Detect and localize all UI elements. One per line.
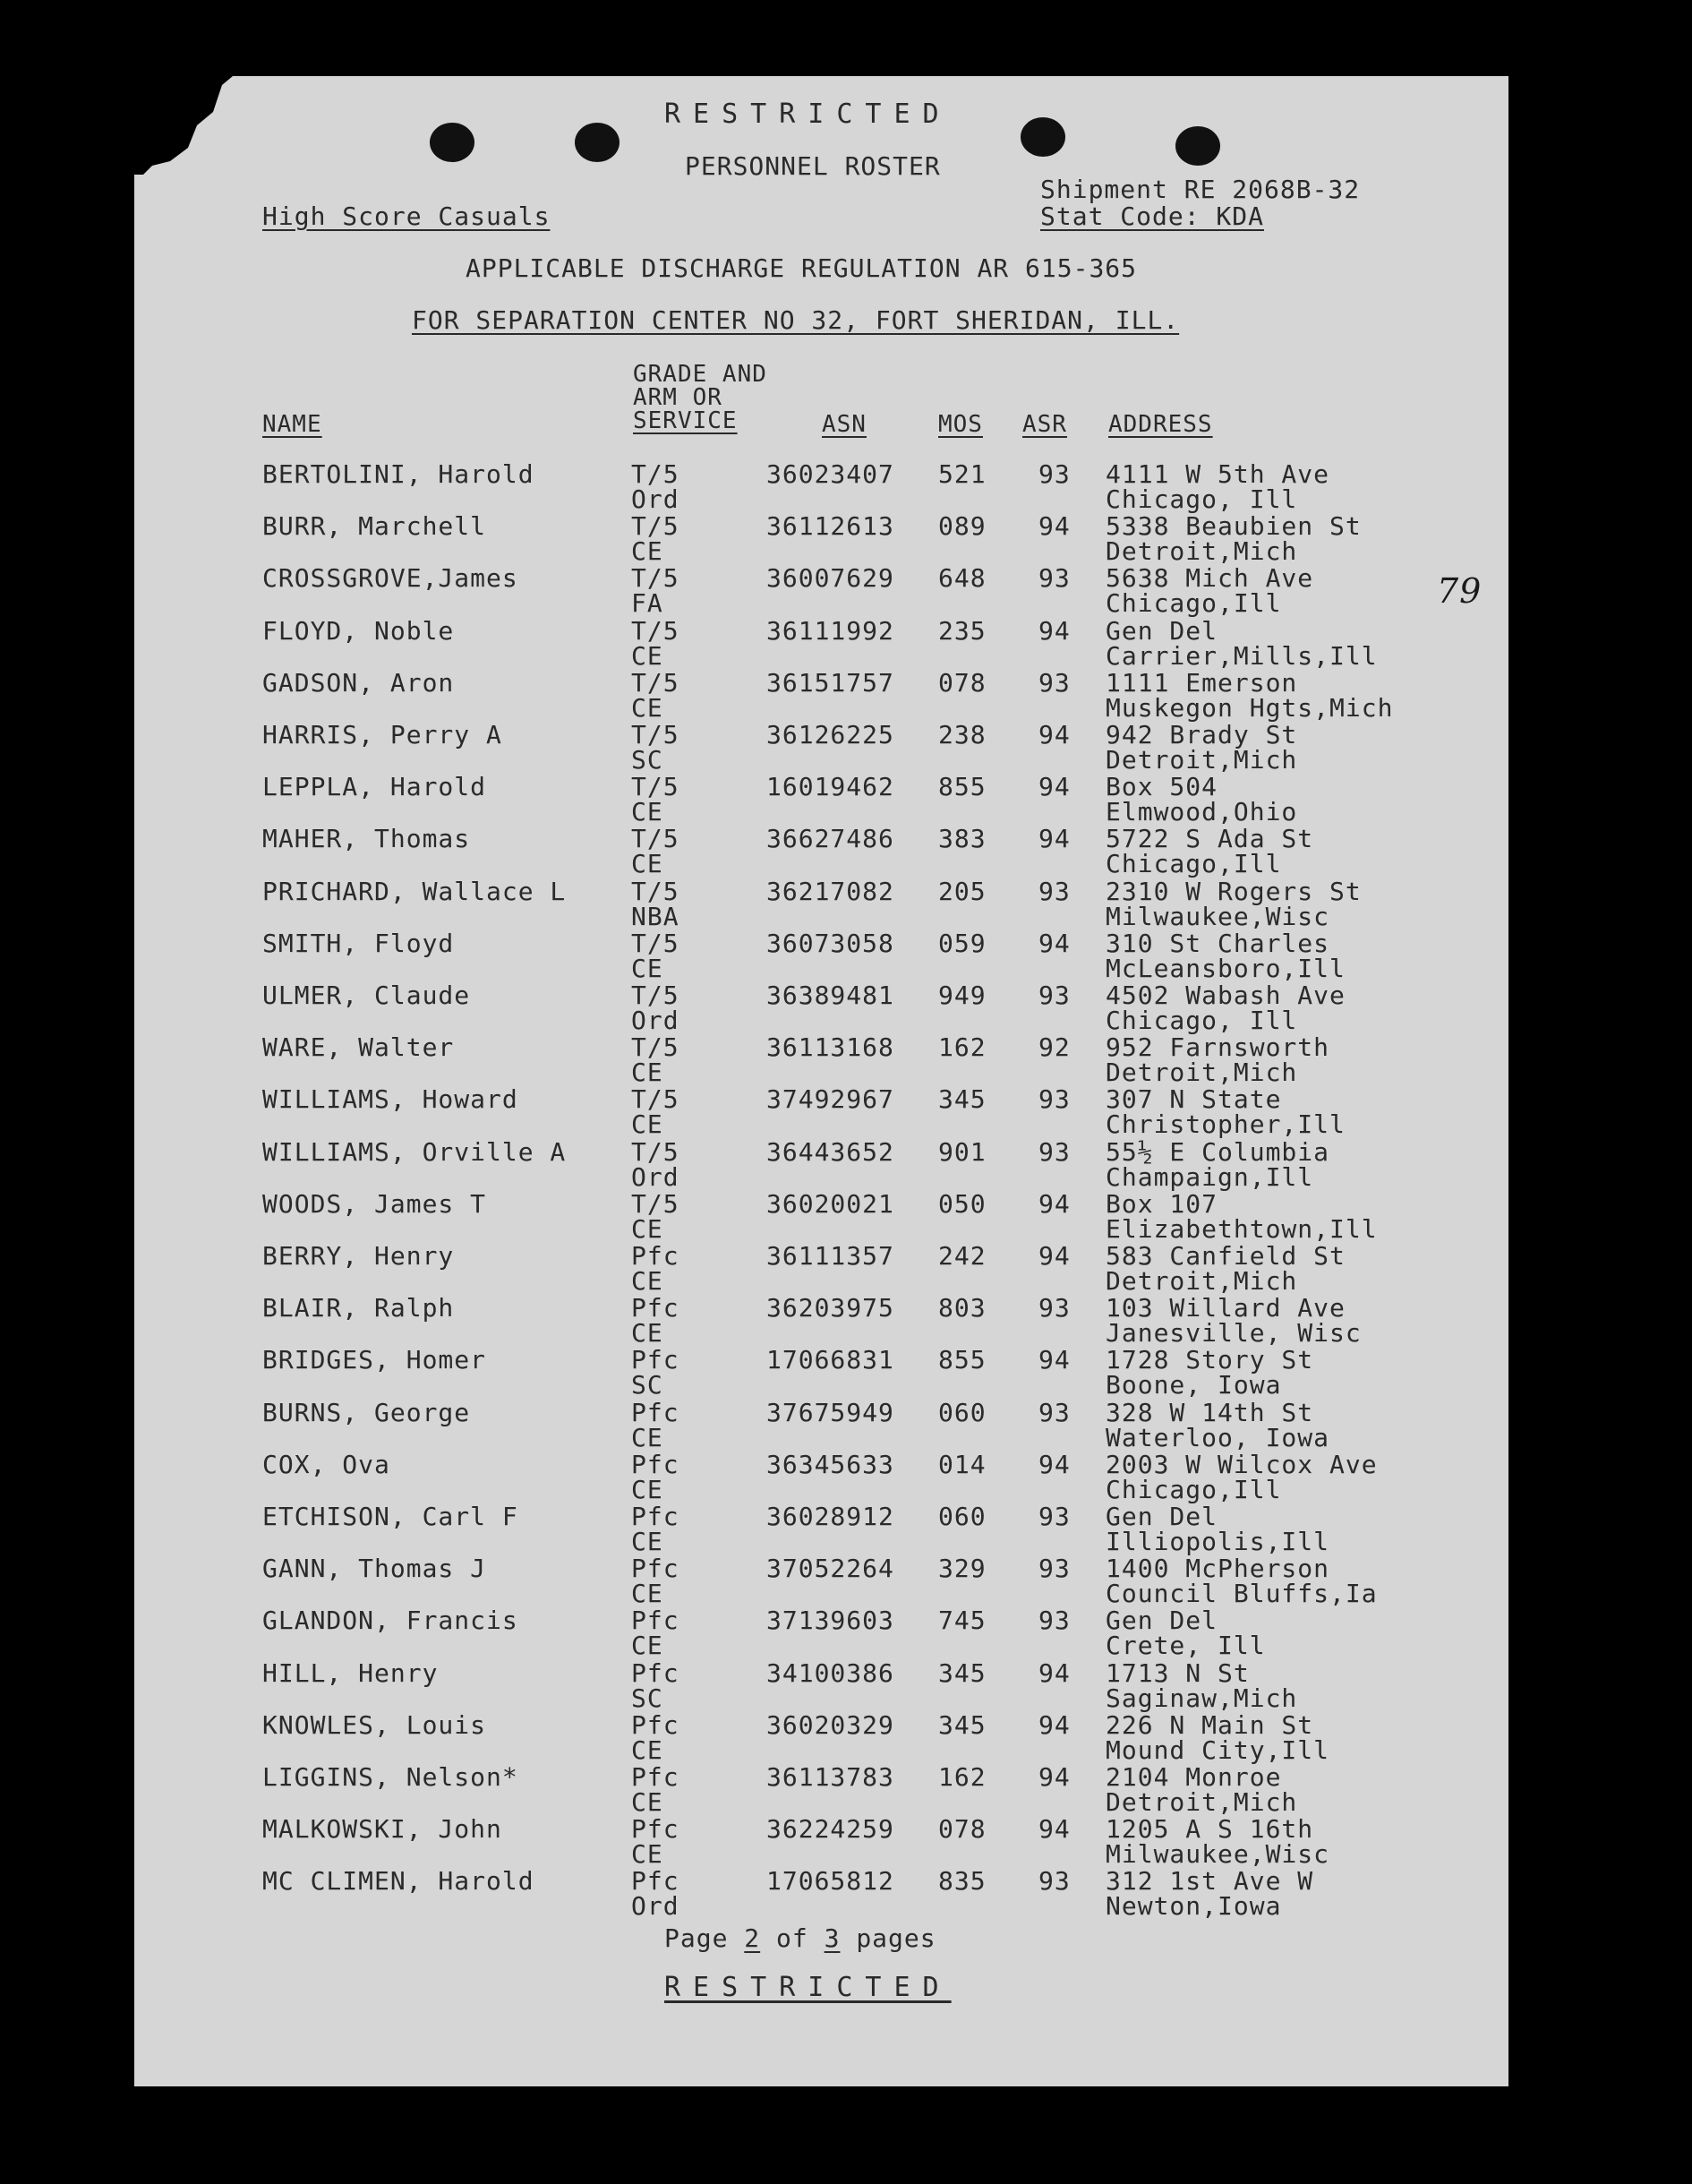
cell-asr: 94 bbox=[1038, 772, 1071, 802]
cell-branch: CE bbox=[631, 1734, 663, 1765]
cell-addr1: 1111 Emerson bbox=[1106, 667, 1298, 698]
cell-name: WILLIAMS, Orville A bbox=[262, 1136, 567, 1167]
cell-addr1: Box 107 bbox=[1106, 1188, 1218, 1219]
cell-branch: Ord bbox=[631, 1161, 679, 1192]
cell-grade: Pfc bbox=[631, 1345, 679, 1375]
cell-branch: CE bbox=[631, 1787, 663, 1817]
cell-addr2: Janesville, Wisc bbox=[1106, 1318, 1362, 1349]
cell-asr: 93 bbox=[1038, 1136, 1071, 1167]
cell-mos: 078 bbox=[938, 1814, 987, 1845]
cell-addr2: Muskegon Hgts,Mich bbox=[1106, 692, 1394, 723]
table-row bbox=[134, 565, 1508, 617]
table-row bbox=[134, 1709, 1508, 1765]
table-row bbox=[134, 878, 1508, 930]
cell-name: KNOWLES, Louis bbox=[262, 1709, 487, 1740]
cell-asr: 92 bbox=[1038, 1032, 1071, 1063]
document-page bbox=[134, 76, 1508, 2086]
cell-addr2: Council Bluffs,Ia bbox=[1106, 1579, 1378, 1609]
cell-addr1: Gen Del bbox=[1106, 615, 1218, 646]
cell-addr1: 583 Canfield St bbox=[1106, 1241, 1346, 1271]
column-header-address: ADDRESS bbox=[1108, 411, 1213, 438]
cell-mos: 383 bbox=[938, 824, 987, 854]
cell-branch: CE bbox=[631, 1839, 663, 1870]
cell-addr2: Carrier,Mills,Ill bbox=[1106, 640, 1378, 671]
cell-asr: 93 bbox=[1038, 459, 1071, 489]
cell-name: WARE, Walter bbox=[262, 1032, 455, 1063]
cell-addr1: 1400 McPherson bbox=[1106, 1554, 1330, 1584]
table-row bbox=[134, 1868, 1508, 1920]
cell-name: GLANDON, Francis bbox=[262, 1606, 518, 1636]
cell-grade: T/5 bbox=[631, 772, 679, 802]
cell-mos: 060 bbox=[938, 1397, 987, 1427]
cell-name: HILL, Henry bbox=[262, 1657, 439, 1688]
cell-branch: CE bbox=[631, 1058, 663, 1088]
cell-mos: 205 bbox=[938, 876, 987, 906]
table-row bbox=[134, 1503, 1508, 1555]
cell-grade: T/5 bbox=[631, 824, 679, 854]
cell-asr: 94 bbox=[1038, 1657, 1071, 1688]
cell-mos: 855 bbox=[938, 772, 987, 802]
cell-branch: CE bbox=[631, 849, 663, 879]
cell-asr: 94 bbox=[1038, 511, 1071, 542]
cell-name: COX, Ova bbox=[262, 1449, 390, 1479]
cell-mos: 162 bbox=[938, 1762, 987, 1792]
cell-addr1: Gen Del bbox=[1106, 1606, 1218, 1636]
pages-label: pages bbox=[856, 1923, 936, 1953]
cell-asn: 36020329 bbox=[766, 1709, 894, 1740]
cell-name: BURNS, George bbox=[262, 1397, 471, 1427]
cell-mos: 521 bbox=[938, 459, 987, 489]
cell-addr2: Milwaukee,Wisc bbox=[1106, 1839, 1330, 1870]
cell-branch: Ord bbox=[631, 1891, 679, 1922]
cell-asr: 94 bbox=[1038, 1449, 1071, 1479]
cell-addr2: Elmwood,Ohio bbox=[1106, 797, 1298, 827]
cell-addr2: Detroit,Mich bbox=[1106, 536, 1298, 567]
cell-mos: 059 bbox=[938, 928, 987, 958]
cell-name: SMITH, Floyd bbox=[262, 928, 455, 958]
cell-asn: 36443652 bbox=[766, 1136, 894, 1167]
cell-grade: T/5 bbox=[631, 459, 679, 489]
cell-asr: 93 bbox=[1038, 1397, 1071, 1427]
cell-asn: 37052264 bbox=[766, 1554, 894, 1584]
table-row bbox=[134, 982, 1508, 1034]
cell-addr1: 2104 Monroe bbox=[1106, 1762, 1282, 1792]
punch-hole bbox=[575, 123, 620, 162]
cell-name: PRICHARD, Wallace L bbox=[262, 876, 567, 906]
cell-mos: 835 bbox=[938, 1866, 987, 1897]
cell-addr1: 4502 Wabash Ave bbox=[1106, 981, 1346, 1010]
cell-asn: 36023407 bbox=[766, 459, 894, 489]
cell-asr: 94 bbox=[1038, 720, 1071, 749]
cell-addr2: Detroit,Mich bbox=[1106, 1266, 1298, 1296]
cell-mos: 648 bbox=[938, 563, 987, 594]
cell-addr1: 310 St Charles bbox=[1106, 928, 1330, 958]
table-row bbox=[134, 615, 1508, 671]
cell-addr1: 942 Brady St bbox=[1106, 720, 1298, 749]
cell-branch: CE bbox=[631, 692, 663, 723]
cell-addr1: 312 1st Ave W bbox=[1106, 1866, 1314, 1897]
cell-asn: 36627486 bbox=[766, 824, 894, 854]
table-row bbox=[134, 1555, 1508, 1607]
cell-name: BRIDGES, Homer bbox=[262, 1345, 487, 1375]
column-header-mos: MOS bbox=[938, 411, 983, 438]
cell-asr: 94 bbox=[1038, 1345, 1071, 1375]
cell-branch: CE bbox=[631, 640, 663, 671]
cell-name: MAHER, Thomas bbox=[262, 824, 471, 854]
cell-asn: 36111992 bbox=[766, 615, 894, 646]
cell-addr1: 1728 Story St bbox=[1106, 1345, 1314, 1375]
cell-name: ULMER, Claude bbox=[262, 981, 471, 1010]
cell-branch: Ord bbox=[631, 1006, 679, 1035]
cell-grade: T/5 bbox=[631, 511, 679, 542]
cell-asr: 94 bbox=[1038, 1188, 1071, 1219]
cell-grade: T/5 bbox=[631, 876, 679, 906]
cell-addr2: Illiopolis,Ill bbox=[1106, 1527, 1330, 1556]
cell-branch: CE bbox=[631, 1213, 663, 1244]
cell-asr: 94 bbox=[1038, 615, 1071, 646]
cell-addr2: Champaign,Ill bbox=[1106, 1161, 1314, 1192]
table-row bbox=[134, 1347, 1508, 1399]
cell-asr: 94 bbox=[1038, 1814, 1071, 1845]
cell-asr: 93 bbox=[1038, 667, 1071, 698]
cell-addr2: Elizabethtown,Ill bbox=[1106, 1213, 1378, 1244]
cell-addr1: 5722 S Ada St bbox=[1106, 824, 1314, 854]
cell-name: WOODS, James T bbox=[262, 1188, 487, 1219]
cell-mos: 803 bbox=[938, 1293, 987, 1323]
cell-grade: Pfc bbox=[631, 1866, 679, 1897]
cell-addr2: Chicago, Ill bbox=[1106, 1006, 1298, 1035]
cell-grade: Pfc bbox=[631, 1554, 679, 1584]
cell-asn: 36203975 bbox=[766, 1293, 894, 1323]
cell-mos: 345 bbox=[938, 1657, 987, 1688]
cell-asn: 36007629 bbox=[766, 563, 894, 594]
cell-grade: T/5 bbox=[631, 720, 679, 749]
page-total: 3 bbox=[824, 1923, 841, 1953]
cell-grade: T/5 bbox=[631, 1032, 679, 1063]
cell-mos: 238 bbox=[938, 720, 987, 749]
cell-addr2: Newton,Iowa bbox=[1106, 1891, 1282, 1922]
cell-addr1: 5338 Beaubien St bbox=[1106, 511, 1362, 542]
table-row bbox=[134, 667, 1508, 723]
cell-name: BLAIR, Ralph bbox=[262, 1293, 455, 1323]
cell-grade: Pfc bbox=[631, 1762, 679, 1792]
cell-branch: CE bbox=[631, 1579, 663, 1609]
cell-asr: 93 bbox=[1038, 1554, 1071, 1584]
cell-addr2: Mound City,Ill bbox=[1106, 1734, 1330, 1765]
cell-asr: 93 bbox=[1038, 1606, 1071, 1636]
cell-asn: 16019462 bbox=[766, 772, 894, 802]
cell-grade: Pfc bbox=[631, 1657, 679, 1688]
cell-addr2: Detroit,Mich bbox=[1106, 1058, 1298, 1088]
cell-grade: Pfc bbox=[631, 1449, 679, 1479]
cell-addr1: Box 504 bbox=[1106, 772, 1218, 802]
cell-name: ETCHISON, Carl F bbox=[262, 1502, 518, 1531]
cell-branch: SC bbox=[631, 1683, 663, 1713]
table-row bbox=[134, 1449, 1508, 1504]
cell-mos: 329 bbox=[938, 1554, 987, 1584]
cell-grade: Pfc bbox=[631, 1709, 679, 1740]
cell-grade: Pfc bbox=[631, 1814, 679, 1845]
column-header-name: NAME bbox=[262, 411, 322, 438]
cell-addr1: 2003 W Wilcox Ave bbox=[1106, 1449, 1378, 1479]
cell-name: WILLIAMS, Howard bbox=[262, 1084, 518, 1115]
classification-bottom: RESTRICTED bbox=[664, 1972, 952, 2003]
cell-addr1: 4111 W 5th Ave bbox=[1106, 459, 1330, 489]
cell-grade: T/5 bbox=[631, 667, 679, 698]
cell-asn: 17065812 bbox=[766, 1866, 894, 1897]
cell-asr: 94 bbox=[1038, 928, 1071, 958]
cell-addr2: Boone, Iowa bbox=[1106, 1370, 1282, 1400]
separation-center-line: FOR SEPARATION CENTER NO 32, FORT SHERIDAN, ILL. bbox=[412, 305, 1180, 335]
cell-branch: CE bbox=[631, 1527, 663, 1556]
cell-name: MC CLIMEN, Harold bbox=[262, 1866, 534, 1897]
cell-asn: 37139603 bbox=[766, 1606, 894, 1636]
cell-addr1: 226 N Main St bbox=[1106, 1709, 1314, 1740]
cell-grade: Pfc bbox=[631, 1397, 679, 1427]
cell-grade: T/5 bbox=[631, 928, 679, 958]
cell-branch: SC bbox=[631, 1370, 663, 1400]
handwritten-page-number: 79 bbox=[1437, 571, 1483, 611]
cell-addr2: Chicago,Ill bbox=[1106, 849, 1282, 879]
cell-grade: T/5 bbox=[631, 563, 679, 594]
cell-mos: 345 bbox=[938, 1084, 987, 1115]
cell-asr: 93 bbox=[1038, 1084, 1071, 1115]
table-row bbox=[134, 722, 1508, 774]
cell-asn: 37675949 bbox=[766, 1397, 894, 1427]
column-header-grade-line1: GRADE AND bbox=[633, 361, 767, 388]
cell-addr2: Crete, Ill bbox=[1106, 1631, 1266, 1661]
cell-mos: 345 bbox=[938, 1709, 987, 1740]
cell-branch: CE bbox=[631, 1266, 663, 1296]
cell-asr: 93 bbox=[1038, 876, 1071, 906]
cell-addr1: 5638 Mich Ave bbox=[1106, 563, 1314, 594]
column-header-grade-line3: SERVICE bbox=[633, 407, 738, 434]
cell-asn: 36217082 bbox=[766, 876, 894, 906]
cell-asn: 36073058 bbox=[766, 928, 894, 958]
cell-addr2: Saginaw,Mich bbox=[1106, 1683, 1298, 1713]
cell-addr1: 952 Farnsworth bbox=[1106, 1032, 1330, 1063]
table-row bbox=[134, 1136, 1508, 1192]
cell-addr1: 328 W 14th St bbox=[1106, 1397, 1314, 1427]
cell-addr2: Milwaukee,Wisc bbox=[1106, 901, 1330, 931]
cell-branch: NBA bbox=[631, 901, 679, 931]
cell-branch: CE bbox=[631, 1474, 663, 1504]
regulation-line: APPLICABLE DISCHARGE REGULATION AR 615-365 bbox=[466, 253, 1138, 283]
cell-branch: CE bbox=[631, 536, 663, 567]
cell-name: GADSON, Aron bbox=[262, 667, 455, 698]
cell-mos: 242 bbox=[938, 1241, 987, 1271]
table-row bbox=[134, 930, 1508, 982]
cell-branch: CE bbox=[631, 797, 663, 827]
cell-addr2: Detroit,Mich bbox=[1106, 745, 1298, 775]
table-row bbox=[134, 1657, 1508, 1713]
cell-addr2: Christopher,Ill bbox=[1106, 1109, 1346, 1140]
cell-asn: 36112613 bbox=[766, 511, 894, 542]
cell-mos: 949 bbox=[938, 981, 987, 1010]
punch-hole bbox=[1021, 117, 1065, 157]
cell-addr1: 55½ E Columbia bbox=[1106, 1136, 1330, 1167]
table-row bbox=[134, 1086, 1508, 1138]
cell-mos: 235 bbox=[938, 615, 987, 646]
cell-asr: 93 bbox=[1038, 1293, 1071, 1323]
table-row bbox=[134, 1607, 1508, 1659]
cell-branch: SC bbox=[631, 745, 663, 775]
table-row bbox=[134, 1816, 1508, 1868]
cell-name: BURR, Marchell bbox=[262, 511, 487, 542]
cell-asn: 37492967 bbox=[766, 1084, 894, 1115]
cell-mos: 162 bbox=[938, 1032, 987, 1063]
cell-name: BERTOLINI, Harold bbox=[262, 459, 534, 489]
shipment-number: Shipment RE 2068B-32 bbox=[1040, 175, 1361, 204]
cell-asn: 36111357 bbox=[766, 1241, 894, 1271]
cell-name: MALKOWSKI, John bbox=[262, 1814, 502, 1845]
cell-branch: CE bbox=[631, 1318, 663, 1349]
punch-hole bbox=[430, 123, 474, 162]
cell-branch: CE bbox=[631, 953, 663, 983]
cell-grade: T/5 bbox=[631, 1188, 679, 1219]
cell-name: FLOYD, Noble bbox=[262, 615, 455, 646]
cell-asn: 36020021 bbox=[766, 1188, 894, 1219]
cell-grade: Pfc bbox=[631, 1241, 679, 1271]
cell-name: CROSSGROVE,James bbox=[262, 563, 518, 594]
roster-title: PERSONNEL ROSTER bbox=[685, 151, 941, 181]
cell-asr: 94 bbox=[1038, 1241, 1071, 1271]
cell-mos: 050 bbox=[938, 1188, 987, 1219]
table-row bbox=[134, 1295, 1508, 1347]
column-header-grade-line2: ARM OR bbox=[633, 384, 722, 411]
cell-name: GANN, Thomas J bbox=[262, 1554, 487, 1584]
stat-code: Stat Code: KDA bbox=[1040, 201, 1265, 231]
cell-asr: 93 bbox=[1038, 1502, 1071, 1531]
cell-grade: T/5 bbox=[631, 981, 679, 1010]
cell-asn: 36151757 bbox=[766, 667, 894, 698]
cell-branch: Ord bbox=[631, 484, 679, 514]
cell-asn: 36113168 bbox=[766, 1032, 894, 1063]
cell-asr: 94 bbox=[1038, 1709, 1071, 1740]
table-row bbox=[134, 1243, 1508, 1295]
cell-grade: T/5 bbox=[631, 1136, 679, 1167]
cell-mos: 745 bbox=[938, 1606, 987, 1636]
cell-asr: 94 bbox=[1038, 824, 1071, 854]
cell-grade: Pfc bbox=[631, 1502, 679, 1531]
cell-mos: 089 bbox=[938, 511, 987, 542]
page-current: 2 bbox=[744, 1923, 761, 1953]
cell-name: LIGGINS, Nelson* bbox=[262, 1762, 518, 1792]
cell-asn: 17066831 bbox=[766, 1345, 894, 1375]
cell-grade: T/5 bbox=[631, 615, 679, 646]
torn-corner bbox=[134, 76, 233, 175]
cell-name: HARRIS, Perry A bbox=[262, 720, 502, 749]
cell-mos: 855 bbox=[938, 1345, 987, 1375]
cell-addr2: Detroit,Mich bbox=[1106, 1787, 1298, 1817]
cell-addr1: 1713 N St bbox=[1106, 1657, 1250, 1688]
cell-asn: 36126225 bbox=[766, 720, 894, 749]
cell-asr: 93 bbox=[1038, 563, 1071, 594]
table-row bbox=[134, 1034, 1508, 1086]
cell-addr2: Chicago,Ill bbox=[1106, 588, 1282, 619]
cell-grade: Pfc bbox=[631, 1606, 679, 1636]
cell-mos: 060 bbox=[938, 1502, 987, 1531]
cell-grade: T/5 bbox=[631, 1084, 679, 1115]
cell-branch: CE bbox=[631, 1422, 663, 1452]
cell-addr2: Chicago, Ill bbox=[1106, 484, 1298, 514]
cell-branch: FA bbox=[631, 588, 663, 619]
cell-grade: Pfc bbox=[631, 1293, 679, 1323]
cell-asn: 36113783 bbox=[766, 1762, 894, 1792]
cell-addr2: Chicago,Ill bbox=[1106, 1474, 1282, 1504]
page-label: Page bbox=[664, 1923, 729, 1953]
cell-addr1: 1205 A S 16th bbox=[1106, 1814, 1314, 1845]
table-row bbox=[134, 461, 1508, 513]
cell-asn: 36028912 bbox=[766, 1502, 894, 1531]
cell-addr2: Waterloo, Iowa bbox=[1106, 1422, 1330, 1452]
cell-branch: CE bbox=[631, 1109, 663, 1140]
column-header-asn: ASN bbox=[822, 411, 867, 438]
classification-top: RESTRICTED bbox=[664, 98, 952, 130]
cell-addr1: 307 N State bbox=[1106, 1084, 1282, 1115]
cell-asn: 36389481 bbox=[766, 981, 894, 1010]
table-row bbox=[134, 1764, 1508, 1816]
cell-addr1: Gen Del bbox=[1106, 1502, 1218, 1531]
cell-asr: 93 bbox=[1038, 981, 1071, 1010]
table-row bbox=[134, 774, 1508, 826]
cell-addr2: McLeansboro,Ill bbox=[1106, 953, 1346, 983]
cell-asr: 94 bbox=[1038, 1762, 1071, 1792]
cell-name: LEPPLA, Harold bbox=[262, 772, 487, 802]
column-header-asr: ASR bbox=[1022, 411, 1067, 438]
table-row bbox=[134, 1188, 1508, 1244]
cell-name: BERRY, Henry bbox=[262, 1241, 455, 1271]
cell-asn: 36224259 bbox=[766, 1814, 894, 1845]
cell-mos: 014 bbox=[938, 1449, 987, 1479]
cell-asr: 93 bbox=[1038, 1866, 1071, 1897]
cell-branch: CE bbox=[631, 1631, 663, 1661]
cell-addr1: 2310 W Rogers St bbox=[1106, 876, 1362, 906]
cell-asn: 36345633 bbox=[766, 1449, 894, 1479]
table-row bbox=[134, 513, 1508, 565]
table-row bbox=[134, 1397, 1508, 1452]
cell-mos: 901 bbox=[938, 1136, 987, 1167]
group-name: High Score Casuals bbox=[262, 201, 551, 231]
cell-mos: 078 bbox=[938, 667, 987, 698]
page-indicator bbox=[664, 1925, 936, 1952]
cell-asn: 34100386 bbox=[766, 1657, 894, 1688]
page-of-label: of bbox=[776, 1923, 808, 1953]
punch-hole bbox=[1175, 126, 1220, 166]
cell-addr1: 103 Willard Ave bbox=[1106, 1293, 1346, 1323]
table-row bbox=[134, 826, 1508, 878]
